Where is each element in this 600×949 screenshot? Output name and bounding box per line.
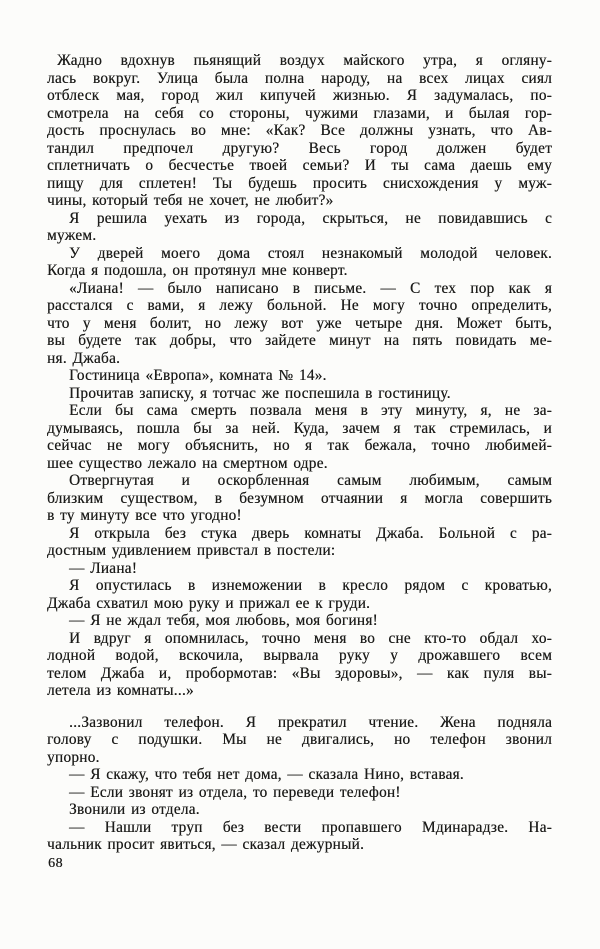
paragraph xyxy=(47,525,552,560)
text-line: близким существом, в безумном отчаянии я могла совершить xyxy=(47,489,552,507)
paragraph xyxy=(47,385,552,403)
text-line: Отвергнутая и оскорбленная самым любимым, самым xyxy=(69,472,552,489)
paragraph xyxy=(47,612,552,630)
paragraph xyxy=(47,245,552,280)
text-line: пищу для сплетен! Ты будешь просить снисхождения у муж- xyxy=(47,174,552,192)
text-line: лась вокруг. Улица была полна народу, на всех лицах сиял xyxy=(47,69,552,87)
text-line: Прочитав записку, я тотчас же поспешила в гостиницу. xyxy=(69,384,451,402)
paragraph xyxy=(47,52,552,210)
text-line: в ту минуту все что угодно! xyxy=(47,507,242,524)
text-line: — Нашли труп без вести пропавшего Мдинарадзе. На- xyxy=(69,818,552,836)
paragraph xyxy=(47,784,552,802)
text-line: смотрела на себя со стороны, чужими глазами, и былая гор- xyxy=(47,104,552,122)
text-line: что у меня болит, но лежу вот уже четыре дня. Может быть, xyxy=(47,314,552,332)
text-line: «Лиана! — было написано в письме. — С тех пор как я xyxy=(69,279,552,297)
text-line: У дверей моего дома стоял незнакомый молодой человек. xyxy=(69,244,552,262)
paragraph xyxy=(47,210,552,245)
text-line: И вдруг я опомнилась, точно меня во сне кто-то обдал хо- xyxy=(69,629,552,647)
text-line: ня. Джаба. xyxy=(47,349,121,367)
text-block xyxy=(47,52,552,854)
text-line: упорно. xyxy=(47,748,100,766)
text-line: Я решила уехать из города, скрыться, не повидавшись с xyxy=(69,209,552,227)
text-line: шее существо лежало на смертном одре. xyxy=(47,454,328,472)
text-line: — Если звонят из отдела, то переведи телефон! xyxy=(69,783,401,801)
text-line: Я опустилась в изнеможении в кресло рядом с кроватью, xyxy=(69,577,552,594)
text-line: — Лиана! xyxy=(69,559,138,577)
paragraph xyxy=(47,819,552,854)
text-line: вы будете так добры, что зайдете минут на пять повидать ме- xyxy=(47,332,552,349)
text-line: сейчас не могу объяснить, но я так бежала, точно любимей- xyxy=(47,437,552,454)
paragraph xyxy=(47,367,552,385)
paragraph xyxy=(47,801,552,819)
paragraph xyxy=(47,630,552,700)
text-line: дость проснулась во мне: «Как? Все должны узнать, что Ав- xyxy=(47,122,552,139)
text-line: Я открыла без стука дверь комнаты Джаба. Больной с ра- xyxy=(69,524,552,542)
text-line: лодной водой, вскочила, вырвала руку у дрожавшего всем xyxy=(47,647,552,664)
page-number: 68 xyxy=(48,856,63,871)
text-line: думываясь, пошла бы за ней. Куда, зачем я так стремилась, и xyxy=(47,419,552,437)
text-line: ...Зазвонил телефон. Я прекратил чтение. Жена подняла xyxy=(69,713,552,731)
text-line: отблеск мая, город жил кипучей жизнью. Я задумалась, по- xyxy=(47,87,552,104)
text-line: Жадно вдохнув пьянящий воздух майского утра, я огляну- xyxy=(57,52,552,69)
text-line: — Я скажу, что тебя нет дома, — сказала Нино, вставая. xyxy=(69,766,464,783)
text-line: — Я не ждал тебя, моя любовь, моя богиня! xyxy=(69,612,378,629)
text-line: летела из комнаты...» xyxy=(47,682,194,699)
paragraph xyxy=(47,402,552,472)
text-line: достным удивлением привстал в постели: xyxy=(47,542,336,559)
text-line: Звонили из отдела. xyxy=(69,801,200,818)
text-line: Когда я подошла, он протянул мне конверт. xyxy=(47,262,348,279)
text-line: сплетничать о бесчестье твоей семьи? И ты сама даешь ему xyxy=(47,157,552,174)
text-line: мужем. xyxy=(47,227,97,244)
text-line: чины, который тебя не хочет, не любит?» xyxy=(47,192,334,209)
text-line: Если бы сама смерть позвала меня в эту минуту, я, не за- xyxy=(69,402,552,419)
paragraph xyxy=(47,766,552,784)
text-line: тандил предпочел другую? Весь город должен будет xyxy=(47,139,552,157)
paragraph xyxy=(47,560,552,578)
paragraph xyxy=(47,577,552,612)
paragraph xyxy=(47,472,552,525)
text-line: телом Джаба и, пробормотав: «Вы здоровы», — как пуля вы- xyxy=(47,664,552,682)
paragraph xyxy=(47,280,552,368)
paragraph xyxy=(47,714,552,767)
text-line: Гостиница «Европа», комната № 14». xyxy=(69,367,327,384)
text-line: Джаба схватил мою руку и прижал ее к груди. xyxy=(47,594,371,612)
text-line: чальник просит явиться, — сказал дежурный. xyxy=(47,836,365,853)
text-line: голову с подушки. Мы не двигались, но телефон звонил xyxy=(47,731,552,748)
text-line: расстался с вами, я лежу больной. Не могу точно определить, xyxy=(47,297,552,314)
